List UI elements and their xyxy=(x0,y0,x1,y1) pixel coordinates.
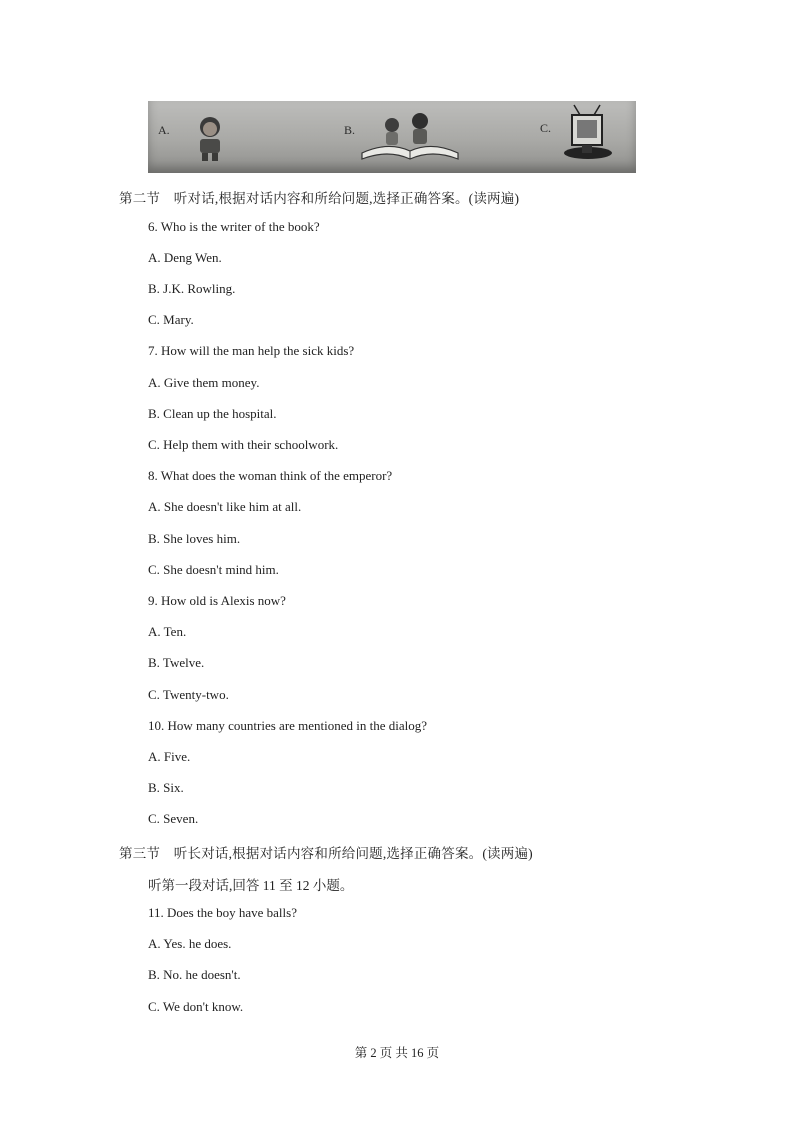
question-9: 9. How old is Alexis now? xyxy=(148,593,286,608)
child-figure-icon xyxy=(200,117,220,161)
picture-options-strip xyxy=(148,101,636,173)
q10-option-a: A. Five. xyxy=(148,749,191,764)
q10-option-b: B. Six. xyxy=(148,780,184,795)
q9-option-c: C. Twenty-two. xyxy=(148,687,229,702)
q8-option-b: B. She loves him. xyxy=(148,531,241,546)
q9-option-a: A. Ten. xyxy=(148,624,187,639)
q7-option-a: A. Give them money. xyxy=(148,375,260,390)
q8-option-a: A. She doesn't like him at all. xyxy=(148,499,302,514)
question-8: 8. What does the woman think of the emperor? xyxy=(148,468,393,483)
question-7: 7. How will the man help the sick kids? xyxy=(148,343,355,358)
question-11: 11. Does the boy have balls? xyxy=(148,905,297,920)
q6-option-c: C. Mary. xyxy=(148,312,194,327)
television-icon xyxy=(564,105,612,159)
option-a-label: A. xyxy=(158,123,170,137)
question-10: 10. How many countries are mentioned in the dialog? xyxy=(148,718,428,733)
section3-heading: 第三节 听长对话,根据对话内容和所给问题,选择正确答案。(读两遍) xyxy=(119,846,533,861)
q6-option-b: B. J.K. Rowling. xyxy=(148,281,236,296)
q9-option-b: B. Twelve. xyxy=(148,655,205,670)
q7-option-c: C. Help them with their schoolwork. xyxy=(148,437,339,452)
question-6: 6. Who is the writer of the book? xyxy=(148,219,320,234)
children-reading-book-icon xyxy=(362,113,458,159)
q6-option-a: A. Deng Wen. xyxy=(148,250,222,265)
section2-heading: 第二节 听对话,根据对话内容和所给问题,选择正确答案。(读两遍) xyxy=(119,191,520,206)
page-footer: 第 2 页 共 16 页 xyxy=(354,1046,440,1060)
q11-option-a: A. Yes. he does. xyxy=(148,936,232,951)
option-b-label: B. xyxy=(344,123,356,137)
q7-option-b: B. Clean up the hospital. xyxy=(148,406,277,421)
q8-option-c: C. She doesn't mind him. xyxy=(148,562,279,577)
q11-option-b: B. No. he doesn't. xyxy=(148,967,241,982)
option-c-label: C. xyxy=(540,121,552,135)
section3-intro: 听第一段对话,回答 11 至 12 小题。 xyxy=(148,878,354,893)
q10-option-c: C. Seven. xyxy=(148,811,199,826)
q11-option-c: C. We don't know. xyxy=(148,999,244,1014)
